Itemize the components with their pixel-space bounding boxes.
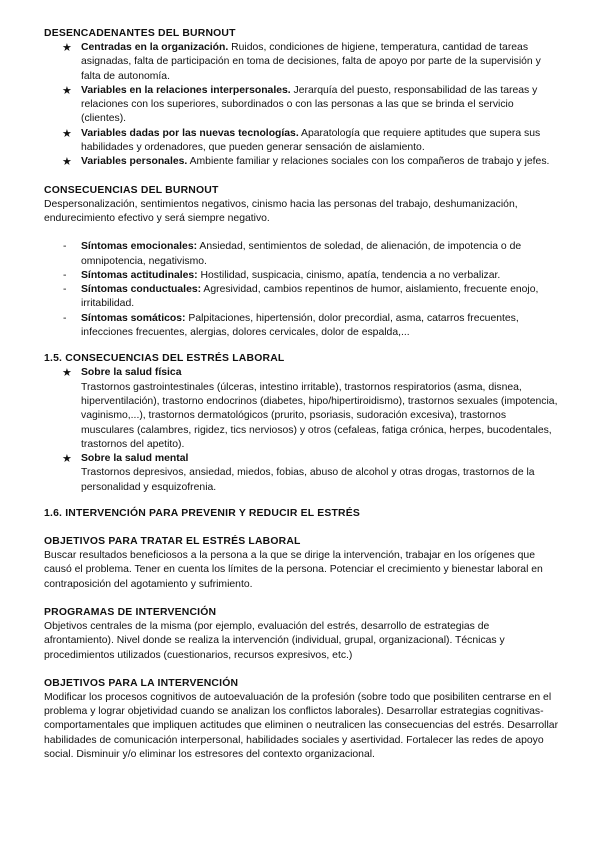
item-title: Sobre la salud mental	[81, 453, 189, 465]
list-item	[44, 240, 560, 269]
objectives-intervention-section	[44, 677, 560, 762]
list-item	[44, 269, 560, 283]
list-item	[44, 283, 560, 312]
dash-marker: -	[63, 269, 67, 281]
list-item	[44, 312, 560, 341]
list-item	[44, 84, 560, 127]
mental-health-text: Trastornos depresivos, ansiedad, miedos, fobias, abuso de alcohol y otras drogas, trastornos de la personalidad y esquizofrenia.	[81, 467, 535, 493]
programs-text: Objetivos centrales de la misma (por ejemplo, evaluación del estrés, desarrollo de estrategias de afrontamiento). Nivel donde se realiza la intervención (individual, grupal, organizacional). Técnicas y procedimientos utilizados (cuestionarios, recursos expresivos, etc.)	[44, 620, 505, 661]
stress-consequences-heading: 1.5. CONSECUENCIAS DEL ESTRÉS LABORAL	[44, 353, 285, 365]
item-text: Aparatología que requiere aptitudes que supera sus habilidades y ordenadores, que pueden generar sensación de aislamiento.	[81, 127, 541, 154]
list-item	[44, 41, 560, 84]
dash-marker: -	[63, 241, 67, 253]
symptoms-list	[44, 240, 560, 340]
burnout-triggers-heading: DESENCADENANTES DEL BURNOUT	[44, 28, 236, 39]
intervention-heading: 1.6. INTERVENCIÓN PARA PREVENIR Y REDUCIR EL ESTRÉS	[44, 508, 361, 520]
list-item	[44, 452, 560, 466]
item-title: Síntomas actitudinales:	[81, 269, 198, 281]
list-item	[44, 155, 560, 169]
burnout-consequences-heading: CONSECUENCIAS DEL BURNOUT	[44, 184, 219, 196]
item-text: Ruidos, condiciones de higiene, temperatura, cantidad de tareas asignadas, falta de participación en toma de decisiones, falta de apoyo por parte de la supervisión y falta de autonomía.	[81, 42, 541, 82]
objectives-intervention-text: Modificar los procesos cognitivos de autoevaluación de la profesión (sobre todo que posibiliten centrarse en el problema y lograr objetividad cuando se analizan los conflictos laborales). Desarrollar estrategias cognitivas-comportamentales que impliquen actitudes que eliminen o neutralicen las consecuencias del estrés. Desarrollar habilidades de comunicación interpersonal, habilidades sociales y asertividad. Fortalecer las redes de apoyo social. Disminuir y/o eliminar los estresores del contexto organizacional.	[44, 691, 559, 760]
programs-heading: PROGRAMAS DE INTERVENCIÓN	[44, 606, 217, 618]
item-text: Hostilidad, suspicacia, cinismo, apatía, tendencia a no verbalizar.	[197, 269, 501, 281]
item-text: Ansiedad, sentimientos de soledad, de alienación, de impotencia o de omnipotencia, negativismo.	[81, 241, 522, 267]
objectives-stress-section	[44, 535, 560, 592]
stress-consequences-list-2	[44, 452, 560, 466]
item-title: Variables personales.	[81, 156, 188, 168]
star-icon: ★	[62, 127, 72, 140]
item-title: Síntomas emocionales:	[81, 241, 198, 253]
star-icon: ★	[62, 42, 72, 54]
stress-consequences-list	[44, 366, 560, 380]
burnout-consequences-section	[44, 184, 560, 341]
item-title: Síntomas conductuales:	[81, 284, 202, 296]
dash-marker: -	[63, 312, 67, 324]
item-text: Agresividad, cambios repentinos de humor, aislamiento, frecuente enojo, irritabilidad.	[81, 284, 539, 310]
item-title: Sobre la salud física	[81, 367, 182, 379]
item-title: Variables en la relaciones interpersonales.	[81, 84, 291, 96]
intervention-section	[44, 507, 560, 521]
star-icon: ★	[62, 453, 72, 466]
star-icon: ★	[62, 84, 72, 97]
item-title: Centradas en la organización.	[81, 42, 229, 53]
programs-section	[44, 606, 560, 663]
star-icon: ★	[62, 156, 72, 169]
item-text: Ambiente familiar y relaciones sociales con los compañeros de trabajo y jefes.	[187, 156, 550, 168]
burnout-triggers-list	[44, 41, 560, 170]
stress-consequences-section	[44, 352, 560, 495]
objectives-stress-text: Buscar resultados beneficiosos a la persona a la que se dirige la intervención, trabajar en los orígenes que causó el problema. Tener en cuenta los límites de la persona. Potenciar el crecimiento y bienestar laboral en contraposición del agotamiento y sufrimiento.	[44, 550, 543, 590]
item-text: Jerarquía del puesto, responsabilidad de las tareas y relaciones con los superiores, subordinados o con las personas a las que se brinda el servicio (clientes).	[81, 84, 538, 125]
item-text: Palpitaciones, hipertensión, dolor precordial, asma, catarros frecuentes, infecciones frecuentes, alergias, dolores cervicales, dolor de espalda,...	[81, 312, 519, 339]
objectives-stress-heading: OBJETIVOS PARA TRATAR EL ESTRÉS LABORAL	[44, 536, 301, 548]
burnout-triggers-section	[44, 27, 560, 170]
star-icon: ★	[62, 367, 72, 380]
physical-health-text: Trastornos gastrointestinales (úlceras, intestino irritable), trastornos respiratorios (asma, disnea, hiperventilación), trastorno endocrinos (diabetes, hipo/hipertiroidismo), trastornos sexuales (impotencia, vaginismo,...), trastornos dermatológicos (prurito, psoriasis, sudoración excesiva), trastornos musculares (calambres, rigidez, tics nerviosos) y otros (cefaleas, fatiga crónica, herpes, bucodentales, trastornos del apetito).	[81, 381, 558, 450]
list-item	[44, 366, 560, 380]
burnout-consequences-intro: Despersonalización, sentimientos negativos, cinismo hacia las personas del trabajo, deshumanización, endurecimiento efectivo y será siempre negativo.	[44, 198, 518, 224]
dash-marker: -	[63, 284, 67, 296]
item-title: Síntomas somáticos:	[81, 312, 186, 324]
item-title: Variables dadas por las nuevas tecnologías.	[81, 127, 299, 139]
objectives-intervention-heading: OBJETIVOS PARA LA INTERVENCIÓN	[44, 677, 239, 689]
list-item	[44, 127, 560, 156]
